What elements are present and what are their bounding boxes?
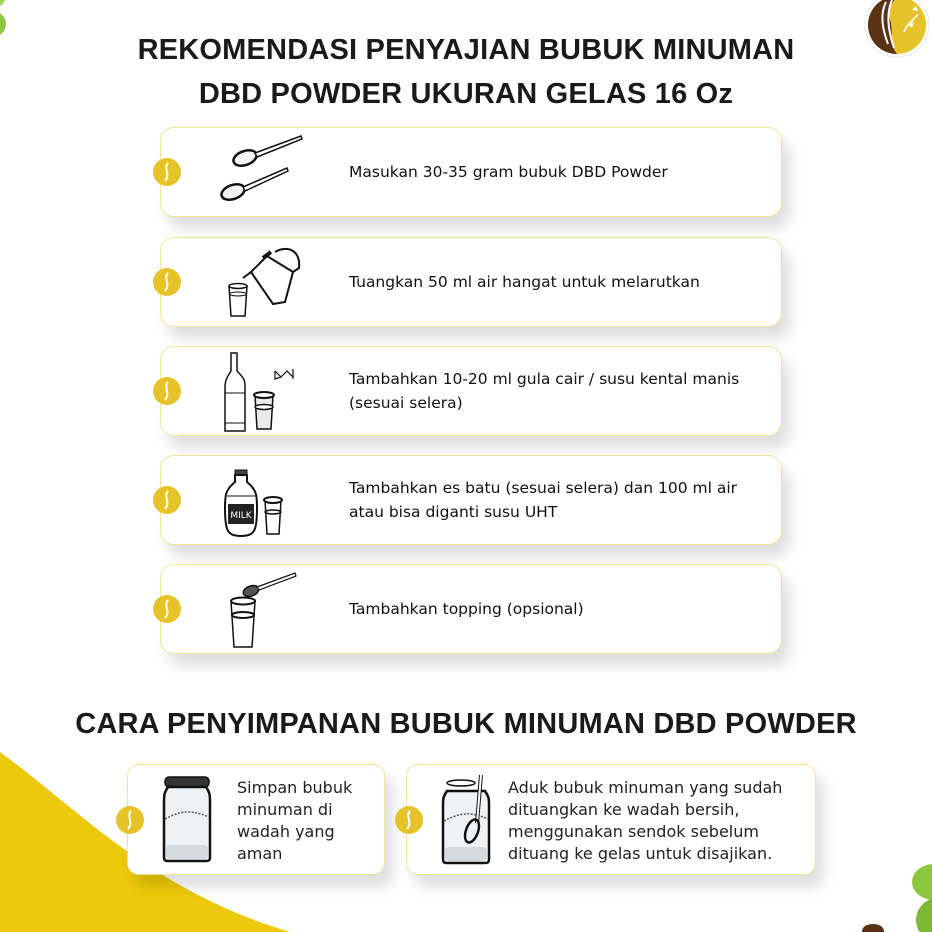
two-spoons-powder-icon: [215, 132, 315, 214]
coffee-bean-icon: [862, 924, 884, 932]
storage-text: Aduk bubuk minuman yang sudah dituangkan ke wadah bersih, menggunakan sendok sebelum dituang ke gelas untuk disajikan.: [508, 778, 783, 863]
jar-stirring-spoon-icon: [439, 773, 495, 865]
step-text: Tambahkan es batu (sesuai selera) dan 100 ml air atau bisa diganti susu UHT: [349, 479, 738, 521]
coffee-bean-badge-icon: [153, 595, 181, 623]
coffee-bean-badge-icon: [153, 158, 181, 186]
step-card-2: [160, 237, 782, 327]
storage-text: Simpan bubuk minuman di wadah yang aman: [237, 778, 353, 863]
page-title-line1: REKOMENDASI PENYAJIAN BUBUK MINUMAN: [137, 34, 795, 66]
coffee-bean-badge-icon: [116, 806, 144, 834]
page-title-line2: DBD POWDER UKURAN GELAS 16 Oz: [198, 78, 734, 110]
storage-section-title: CARA PENYIMPANAN BUBUK MINUMAN DBD POWDER: [75, 708, 857, 740]
closed-jar-icon: [160, 775, 214, 863]
topping-spoon-glass-icon: [215, 569, 315, 651]
step-text: Masukan 30-35 gram bubuk DBD Powder: [349, 163, 668, 181]
storage-card-2: [406, 764, 816, 875]
step-text: Tambahkan 10-20 ml gula cair / susu kental manis (sesuai selera): [349, 370, 740, 412]
coffee-bean-badge-icon: [153, 268, 181, 296]
leaf-icon: [908, 862, 932, 932]
step-card-4: [160, 455, 782, 545]
syrup-bottle-glass-icon: [215, 351, 315, 433]
coffee-bean-badge-icon: [395, 806, 423, 834]
page-title: [0, 28, 932, 116]
svg-text:MILK: MILK: [230, 511, 252, 521]
coffee-bean-badge-icon: [153, 486, 181, 514]
coffee-bean-badge-icon: [153, 377, 181, 405]
milk-bottle-glass-icon: [215, 460, 315, 542]
step-card-3: [160, 346, 782, 436]
storage-card-1: [127, 764, 385, 875]
step-card-1: [160, 127, 782, 217]
step-text: Tambahkan topping (opsional): [349, 600, 584, 618]
step-text: Tuangkan 50 ml air hangat untuk melarutkan: [349, 273, 700, 291]
kettle-pour-glass-icon: [215, 242, 315, 324]
step-card-5: [160, 564, 782, 654]
